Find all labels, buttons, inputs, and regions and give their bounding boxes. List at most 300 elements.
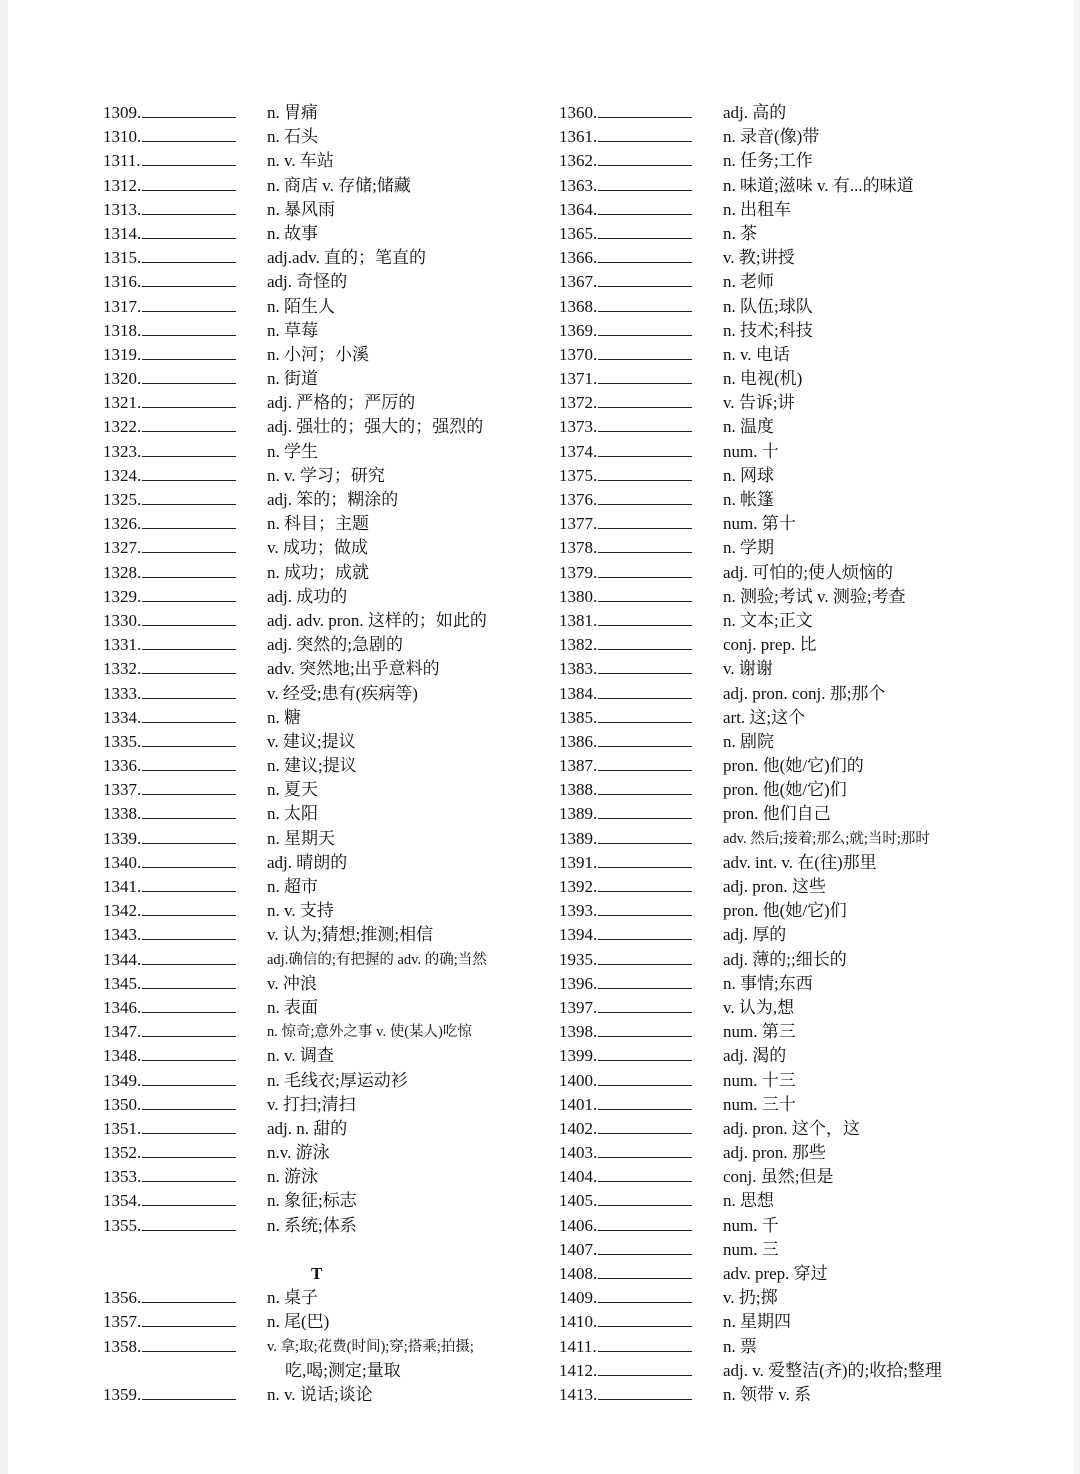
- answer-blank[interactable]: [142, 1189, 236, 1206]
- answer-blank[interactable]: [142, 391, 236, 408]
- definition: n. 草莓: [267, 320, 318, 340]
- vocab-row: [103, 682, 553, 706]
- vocab-row: [559, 561, 1029, 585]
- answer-blank[interactable]: [142, 440, 236, 457]
- answer-blank[interactable]: [142, 464, 236, 481]
- definition: n. 胃痛: [267, 103, 318, 122]
- answer-blank[interactable]: [142, 585, 236, 602]
- vocab-row: [103, 899, 553, 923]
- answer-blank[interactable]: [598, 1165, 692, 1182]
- entry-number: 1356.: [103, 1288, 142, 1308]
- vocab-row: [103, 802, 553, 826]
- vocab-row: [559, 706, 1029, 730]
- definition: n. 星期四: [723, 1312, 791, 1332]
- answer-blank[interactable]: [142, 778, 236, 795]
- entry-number: 1364.: [559, 199, 598, 219]
- entry-number: 1370.: [559, 344, 598, 364]
- answer-blank[interactable]: [142, 101, 236, 118]
- answer-blank[interactable]: [598, 536, 692, 553]
- answer-blank[interactable]: [598, 899, 692, 916]
- vocab-row: [559, 875, 1029, 899]
- definition: v. 认为;猜想;推测;相信: [267, 925, 434, 945]
- answer-blank[interactable]: [598, 488, 692, 505]
- entry-number: 1350.: [103, 1094, 142, 1114]
- answer-blank[interactable]: [598, 1093, 692, 1110]
- vocab-row: [559, 827, 1029, 851]
- definition: art. 这;这个: [723, 707, 806, 727]
- vocab-row: [103, 1141, 553, 1165]
- answer-blank[interactable]: [598, 1189, 692, 1206]
- entry-number: 1409.: [559, 1288, 598, 1308]
- answer-blank[interactable]: [142, 512, 236, 529]
- vocab-row: [559, 754, 1029, 778]
- definition: v. 建议;提议: [267, 731, 356, 751]
- definition: adj.adv. 直的；笔直的: [267, 248, 426, 268]
- answer-blank[interactable]: [598, 125, 692, 142]
- answer-blank[interactable]: [598, 1262, 692, 1279]
- entry-number: 1314.: [103, 223, 142, 243]
- entry-number: 1337.: [103, 780, 142, 800]
- definition: n. 小河；小溪: [267, 344, 369, 364]
- vocab-row: [103, 1117, 553, 1141]
- definition: num. 十三: [723, 1070, 796, 1090]
- entry-number: 1374.: [559, 441, 598, 461]
- answer-blank[interactable]: [142, 1044, 236, 1061]
- answer-blank[interactable]: [598, 851, 692, 868]
- entry-number: 1341.: [103, 877, 142, 896]
- definition: adj. 薄的;;细长的: [723, 949, 847, 969]
- definition-line: v. 拿;取;花费(时间);穿;搭乘;拍摄;: [267, 1338, 474, 1355]
- entry-number: 1380.: [559, 586, 598, 606]
- entry-number: 1329.: [103, 586, 142, 606]
- vocab-row: [559, 1189, 1029, 1213]
- definition: v. 成功；做成: [267, 538, 368, 558]
- definition: n. 帐篷: [723, 490, 774, 509]
- entry-number: 1358.: [103, 1336, 142, 1356]
- entry-number: 1342.: [103, 901, 142, 921]
- entry-number: 1336.: [103, 756, 142, 776]
- definition: n.v. 游泳: [267, 1143, 330, 1163]
- vocab-row: [103, 1069, 553, 1093]
- entry-number: 1387.: [559, 756, 598, 776]
- vocab-row: [103, 1286, 553, 1310]
- definition: num. 第三: [723, 1022, 796, 1042]
- vocab-row: [103, 536, 553, 560]
- answer-blank[interactable]: [598, 222, 692, 239]
- vocab-row: [559, 730, 1029, 754]
- definition: pron. 他(她/它)们: [723, 780, 847, 800]
- answer-blank[interactable]: [142, 222, 236, 239]
- entry-number: 1355.: [103, 1215, 142, 1235]
- answer-blank[interactable]: [142, 174, 236, 191]
- definition: n. v. 车站: [267, 151, 334, 171]
- entry-number: 1321.: [103, 393, 142, 413]
- answer-blank[interactable]: [142, 125, 236, 142]
- answer-blank[interactable]: [598, 174, 692, 191]
- vocab-row: [559, 270, 1029, 294]
- vocab-row: [559, 174, 1029, 198]
- vocab-row: [559, 440, 1029, 464]
- entry-number: 1372.: [559, 393, 598, 413]
- answer-blank[interactable]: [142, 706, 236, 723]
- vocab-row: [103, 1335, 553, 1383]
- entry-number: 1410.: [559, 1312, 598, 1332]
- entry-number: 1343.: [103, 925, 142, 945]
- answer-blank[interactable]: [598, 1238, 692, 1255]
- entry-number: 1339.: [103, 828, 142, 848]
- answer-blank[interactable]: [142, 319, 236, 336]
- answer-blank[interactable]: [142, 343, 236, 360]
- answer-blank[interactable]: [598, 778, 692, 795]
- answer-blank[interactable]: [598, 706, 692, 723]
- vocab-row: [559, 585, 1029, 609]
- answer-blank[interactable]: [598, 1020, 692, 1037]
- answer-blank[interactable]: [142, 827, 236, 844]
- entry-number: 1392.: [559, 877, 598, 896]
- vocab-row: [559, 609, 1029, 633]
- definition: adj. 厚的: [723, 925, 787, 945]
- answer-blank[interactable]: [598, 319, 692, 336]
- definition: adv. 然后;接着;那么;就;当时;那时: [723, 830, 930, 847]
- document-page: [8, 0, 1074, 1474]
- definition: v. 告诉;讲: [723, 393, 795, 413]
- vocab-row: [559, 1165, 1029, 1189]
- answer-blank[interactable]: [598, 1383, 692, 1400]
- definition: adj. 严格的；严厉的: [267, 393, 416, 413]
- entry-number: 1315.: [103, 248, 142, 268]
- vocab-row: [559, 1214, 1029, 1238]
- vocab-row: [103, 657, 553, 681]
- answer-blank[interactable]: [142, 1020, 236, 1037]
- vocab-row: [103, 875, 553, 899]
- definition: n. 星期天: [267, 828, 335, 848]
- definition: n. 商店 v. 存储;储藏: [267, 175, 411, 195]
- entry-number: 1383.: [559, 659, 598, 679]
- answer-blank[interactable]: [598, 1214, 692, 1231]
- vocab-row: [559, 391, 1029, 415]
- answer-blank[interactable]: [598, 270, 692, 287]
- answer-blank[interactable]: [142, 1165, 236, 1182]
- entry-number: 1349.: [103, 1070, 142, 1090]
- answer-blank[interactable]: [598, 1286, 692, 1303]
- entry-number: 1348.: [103, 1046, 142, 1066]
- entry-number: 1313.: [103, 199, 142, 219]
- definition: adj. 渴的: [723, 1046, 787, 1066]
- entry-number: 1389.: [559, 804, 598, 824]
- definition: v. 谢谢: [723, 659, 773, 679]
- definition: adj. 笨的；糊涂的: [267, 490, 399, 509]
- vocab-row: [103, 222, 553, 246]
- answer-blank[interactable]: [598, 682, 692, 699]
- vocab-row: [559, 899, 1029, 923]
- definition: adv. 突然地;出乎意料的: [267, 659, 440, 679]
- entry-number: 1335.: [103, 731, 142, 751]
- vocab-row: [103, 827, 553, 851]
- entry-number: 1334.: [103, 707, 142, 727]
- answer-blank[interactable]: [142, 730, 236, 747]
- entry-number: 1362.: [559, 151, 598, 171]
- entry-number: 1397.: [559, 997, 598, 1017]
- definition: n. 事情;东西: [723, 973, 813, 993]
- vocab-row: [103, 1165, 553, 1189]
- answer-blank[interactable]: [142, 948, 236, 965]
- vocab-row: [559, 488, 1029, 512]
- definition: n. 陌生人: [267, 296, 335, 316]
- entry-number: 1388.: [559, 780, 598, 800]
- answer-blank[interactable]: [142, 488, 236, 505]
- answer-blank[interactable]: [142, 875, 236, 892]
- answer-blank[interactable]: [598, 1310, 692, 1327]
- answer-blank[interactable]: [142, 1286, 236, 1303]
- vocab-row: [559, 633, 1029, 657]
- answer-blank[interactable]: [142, 1093, 236, 1110]
- definition: pron. 他(她/它)们: [723, 901, 847, 921]
- vocab-row: [559, 319, 1029, 343]
- answer-blank[interactable]: [142, 1310, 236, 1327]
- vocab-row: [103, 754, 553, 778]
- answer-blank[interactable]: [598, 1044, 692, 1061]
- answer-blank[interactable]: [142, 923, 236, 940]
- entry-number: 1400.: [559, 1070, 598, 1090]
- answer-blank[interactable]: [142, 1383, 236, 1400]
- entry-number: 1326.: [103, 514, 142, 534]
- definition: num. 三: [723, 1239, 779, 1259]
- entry-number: 1393.: [559, 901, 598, 921]
- answer-blank[interactable]: [598, 101, 692, 118]
- vocab-row: [559, 1262, 1029, 1286]
- answer-blank[interactable]: [598, 1117, 692, 1134]
- answer-blank[interactable]: [598, 633, 692, 650]
- vocab-row: [559, 1044, 1029, 1068]
- definition: v. 打扫;清扫: [267, 1094, 356, 1114]
- vocab-row: [103, 512, 553, 536]
- definition: n. 成功；成就: [267, 562, 369, 582]
- answer-blank[interactable]: [598, 246, 692, 263]
- vocab-row: [103, 778, 553, 802]
- definition: n. 味道;滋味 v. 有...的味道: [723, 175, 914, 195]
- vocab-row: [103, 343, 553, 367]
- definition: n. 领带 v. 系: [723, 1384, 812, 1404]
- answer-blank[interactable]: [598, 440, 692, 457]
- entry-number: 1391.: [559, 852, 598, 872]
- vocab-row: [559, 1238, 1029, 1262]
- entry-number: 1382.: [559, 635, 598, 655]
- vocab-row: [559, 1359, 1029, 1383]
- vocab-row: [559, 996, 1029, 1020]
- entry-number: 1325.: [103, 490, 142, 509]
- vocab-row: [559, 512, 1029, 536]
- answer-blank[interactable]: [142, 682, 236, 699]
- vocab-row: [559, 101, 1029, 125]
- answer-blank[interactable]: [142, 1214, 236, 1231]
- vocab-row: [103, 270, 553, 294]
- definition: v. 冲浪: [267, 973, 317, 993]
- entry-number: 1406.: [559, 1215, 598, 1235]
- answer-blank[interactable]: [598, 1359, 692, 1376]
- answer-blank[interactable]: [142, 1069, 236, 1086]
- entry-number: 1377.: [559, 514, 598, 534]
- answer-blank[interactable]: [598, 730, 692, 747]
- definition: n. v. 电话: [723, 344, 790, 364]
- answer-blank[interactable]: [598, 512, 692, 529]
- vocab-row: [103, 1383, 553, 1407]
- answer-blank[interactable]: [598, 754, 692, 771]
- definition: n. 游泳: [267, 1167, 318, 1187]
- answer-blank[interactable]: [598, 923, 692, 940]
- answer-blank[interactable]: [142, 198, 236, 215]
- definition: num. 十: [723, 441, 779, 461]
- definition: v. 经受;患有(疾病等): [267, 683, 418, 703]
- vocab-row: [559, 343, 1029, 367]
- definition: n. 票: [723, 1336, 757, 1356]
- vocab-row: [559, 536, 1029, 560]
- definition: v. 认为,想: [723, 997, 795, 1017]
- answer-blank[interactable]: [598, 149, 692, 166]
- answer-blank[interactable]: [142, 754, 236, 771]
- answer-blank[interactable]: [598, 948, 692, 965]
- entry-number: 1347.: [103, 1022, 142, 1042]
- definition: n. 桌子: [267, 1288, 318, 1308]
- vocab-row: [559, 149, 1029, 173]
- definition: n. 思想: [723, 1191, 774, 1211]
- answer-blank[interactable]: [142, 996, 236, 1013]
- answer-blank[interactable]: [598, 657, 692, 674]
- answer-blank[interactable]: [142, 633, 236, 650]
- answer-blank[interactable]: [142, 1335, 236, 1352]
- answer-blank[interactable]: [598, 875, 692, 892]
- answer-blank[interactable]: [598, 1335, 692, 1352]
- answer-blank[interactable]: [598, 827, 692, 844]
- vocab-row: [559, 1141, 1029, 1165]
- entry-number: 1354.: [103, 1191, 142, 1211]
- definition: n. v. 学习；研究: [267, 465, 385, 485]
- entry-number: 1340.: [103, 852, 142, 872]
- answer-blank[interactable]: [598, 295, 692, 312]
- answer-blank[interactable]: [142, 802, 236, 819]
- answer-blank[interactable]: [142, 536, 236, 553]
- entry-number: 1333.: [103, 683, 142, 703]
- entry-number: 1353.: [103, 1167, 142, 1187]
- entry-number: 1338.: [103, 804, 142, 824]
- entry-number: 1363.: [559, 175, 598, 195]
- answer-blank[interactable]: [142, 295, 236, 312]
- section-gap: [103, 1238, 553, 1262]
- definition: n. 科目；主题: [267, 514, 369, 534]
- definition: n. 测验;考试 v. 测验;考查: [723, 586, 906, 606]
- vocab-row: [559, 1020, 1029, 1044]
- entry-number: 1935.: [559, 949, 598, 969]
- definition: conj. 虽然;但是: [723, 1167, 834, 1187]
- vocab-row: [103, 295, 553, 319]
- definition: adj. 强壮的；强大的；强烈的: [267, 417, 484, 437]
- vocab-row: [559, 851, 1029, 875]
- definition: n. 太阳: [267, 804, 318, 824]
- answer-blank[interactable]: [598, 585, 692, 602]
- answer-blank[interactable]: [142, 657, 236, 674]
- definition: n. 象征;标志: [267, 1191, 357, 1211]
- vocab-row: [103, 415, 553, 439]
- answer-blank[interactable]: [142, 972, 236, 989]
- answer-blank[interactable]: [142, 1117, 236, 1134]
- definition: n. 石头: [267, 127, 318, 147]
- answer-blank[interactable]: [598, 415, 692, 432]
- entry-number: 1312.: [103, 175, 142, 195]
- vocab-row: [559, 1093, 1029, 1117]
- answer-blank[interactable]: [598, 561, 692, 578]
- answer-blank[interactable]: [598, 609, 692, 626]
- vocab-row: [559, 295, 1029, 319]
- vocab-row: [103, 367, 553, 391]
- answer-blank[interactable]: [142, 561, 236, 578]
- vocab-row: [559, 1335, 1029, 1359]
- entry-number: 1386.: [559, 731, 598, 751]
- answer-blank[interactable]: [142, 899, 236, 916]
- answer-blank[interactable]: [142, 415, 236, 432]
- definition: n. 系统;体系: [267, 1215, 357, 1235]
- answer-blank[interactable]: [142, 1141, 236, 1158]
- vocab-row: [103, 923, 553, 947]
- answer-blank[interactable]: [598, 367, 692, 384]
- vocab-row: [103, 1189, 553, 1213]
- definition: n. 网球: [723, 465, 774, 485]
- definition: adj. pron. 这个，这: [723, 1118, 860, 1138]
- vocab-row: [103, 561, 553, 585]
- vocab-row: [559, 367, 1029, 391]
- answer-blank[interactable]: [142, 246, 236, 263]
- definition: num. 千: [723, 1215, 779, 1235]
- answer-blank[interactable]: [598, 1069, 692, 1086]
- definition: adj. 奇怪的: [267, 272, 348, 292]
- answer-blank[interactable]: [142, 367, 236, 384]
- definition: adj. 可怕的;使人烦恼的: [723, 562, 893, 582]
- definition: adj. 成功的: [267, 586, 348, 606]
- definition: v. 扔;掷: [723, 1288, 778, 1308]
- vocab-row: [103, 585, 553, 609]
- entry-number: 1405.: [559, 1191, 598, 1211]
- answer-blank[interactable]: [598, 802, 692, 819]
- answer-blank[interactable]: [598, 1141, 692, 1158]
- vocab-row: [559, 972, 1029, 996]
- entry-number: 1344.: [103, 949, 142, 969]
- answer-blank[interactable]: [598, 996, 692, 1013]
- definition-line: 吃,喝;测定;量取: [285, 1360, 401, 1380]
- entry-number: 1365.: [559, 223, 598, 243]
- entry-number: 1401.: [559, 1094, 598, 1114]
- vocab-row: [559, 246, 1029, 270]
- definition: n. v. 调查: [267, 1046, 334, 1066]
- vocab-row: [103, 174, 553, 198]
- answer-blank[interactable]: [142, 149, 236, 166]
- vocab-row: [103, 246, 553, 270]
- definition: n. 暴风雨: [267, 199, 335, 219]
- vocab-row: [103, 488, 553, 512]
- answer-blank[interactable]: [598, 972, 692, 989]
- definition: n. 出租车: [723, 199, 791, 219]
- answer-blank[interactable]: [598, 464, 692, 481]
- entry-number: 1345.: [103, 973, 142, 993]
- answer-blank[interactable]: [598, 343, 692, 360]
- definition: n. 温度: [723, 417, 774, 437]
- answer-blank[interactable]: [142, 851, 236, 868]
- vocab-row: [103, 1020, 553, 1044]
- answer-blank[interactable]: [598, 391, 692, 408]
- answer-blank[interactable]: [142, 270, 236, 287]
- answer-blank[interactable]: [142, 609, 236, 626]
- definition: adj. 晴朗的: [267, 852, 348, 872]
- left-column: [103, 101, 553, 1407]
- entry-number: 1398.: [559, 1022, 598, 1042]
- answer-blank[interactable]: [598, 198, 692, 215]
